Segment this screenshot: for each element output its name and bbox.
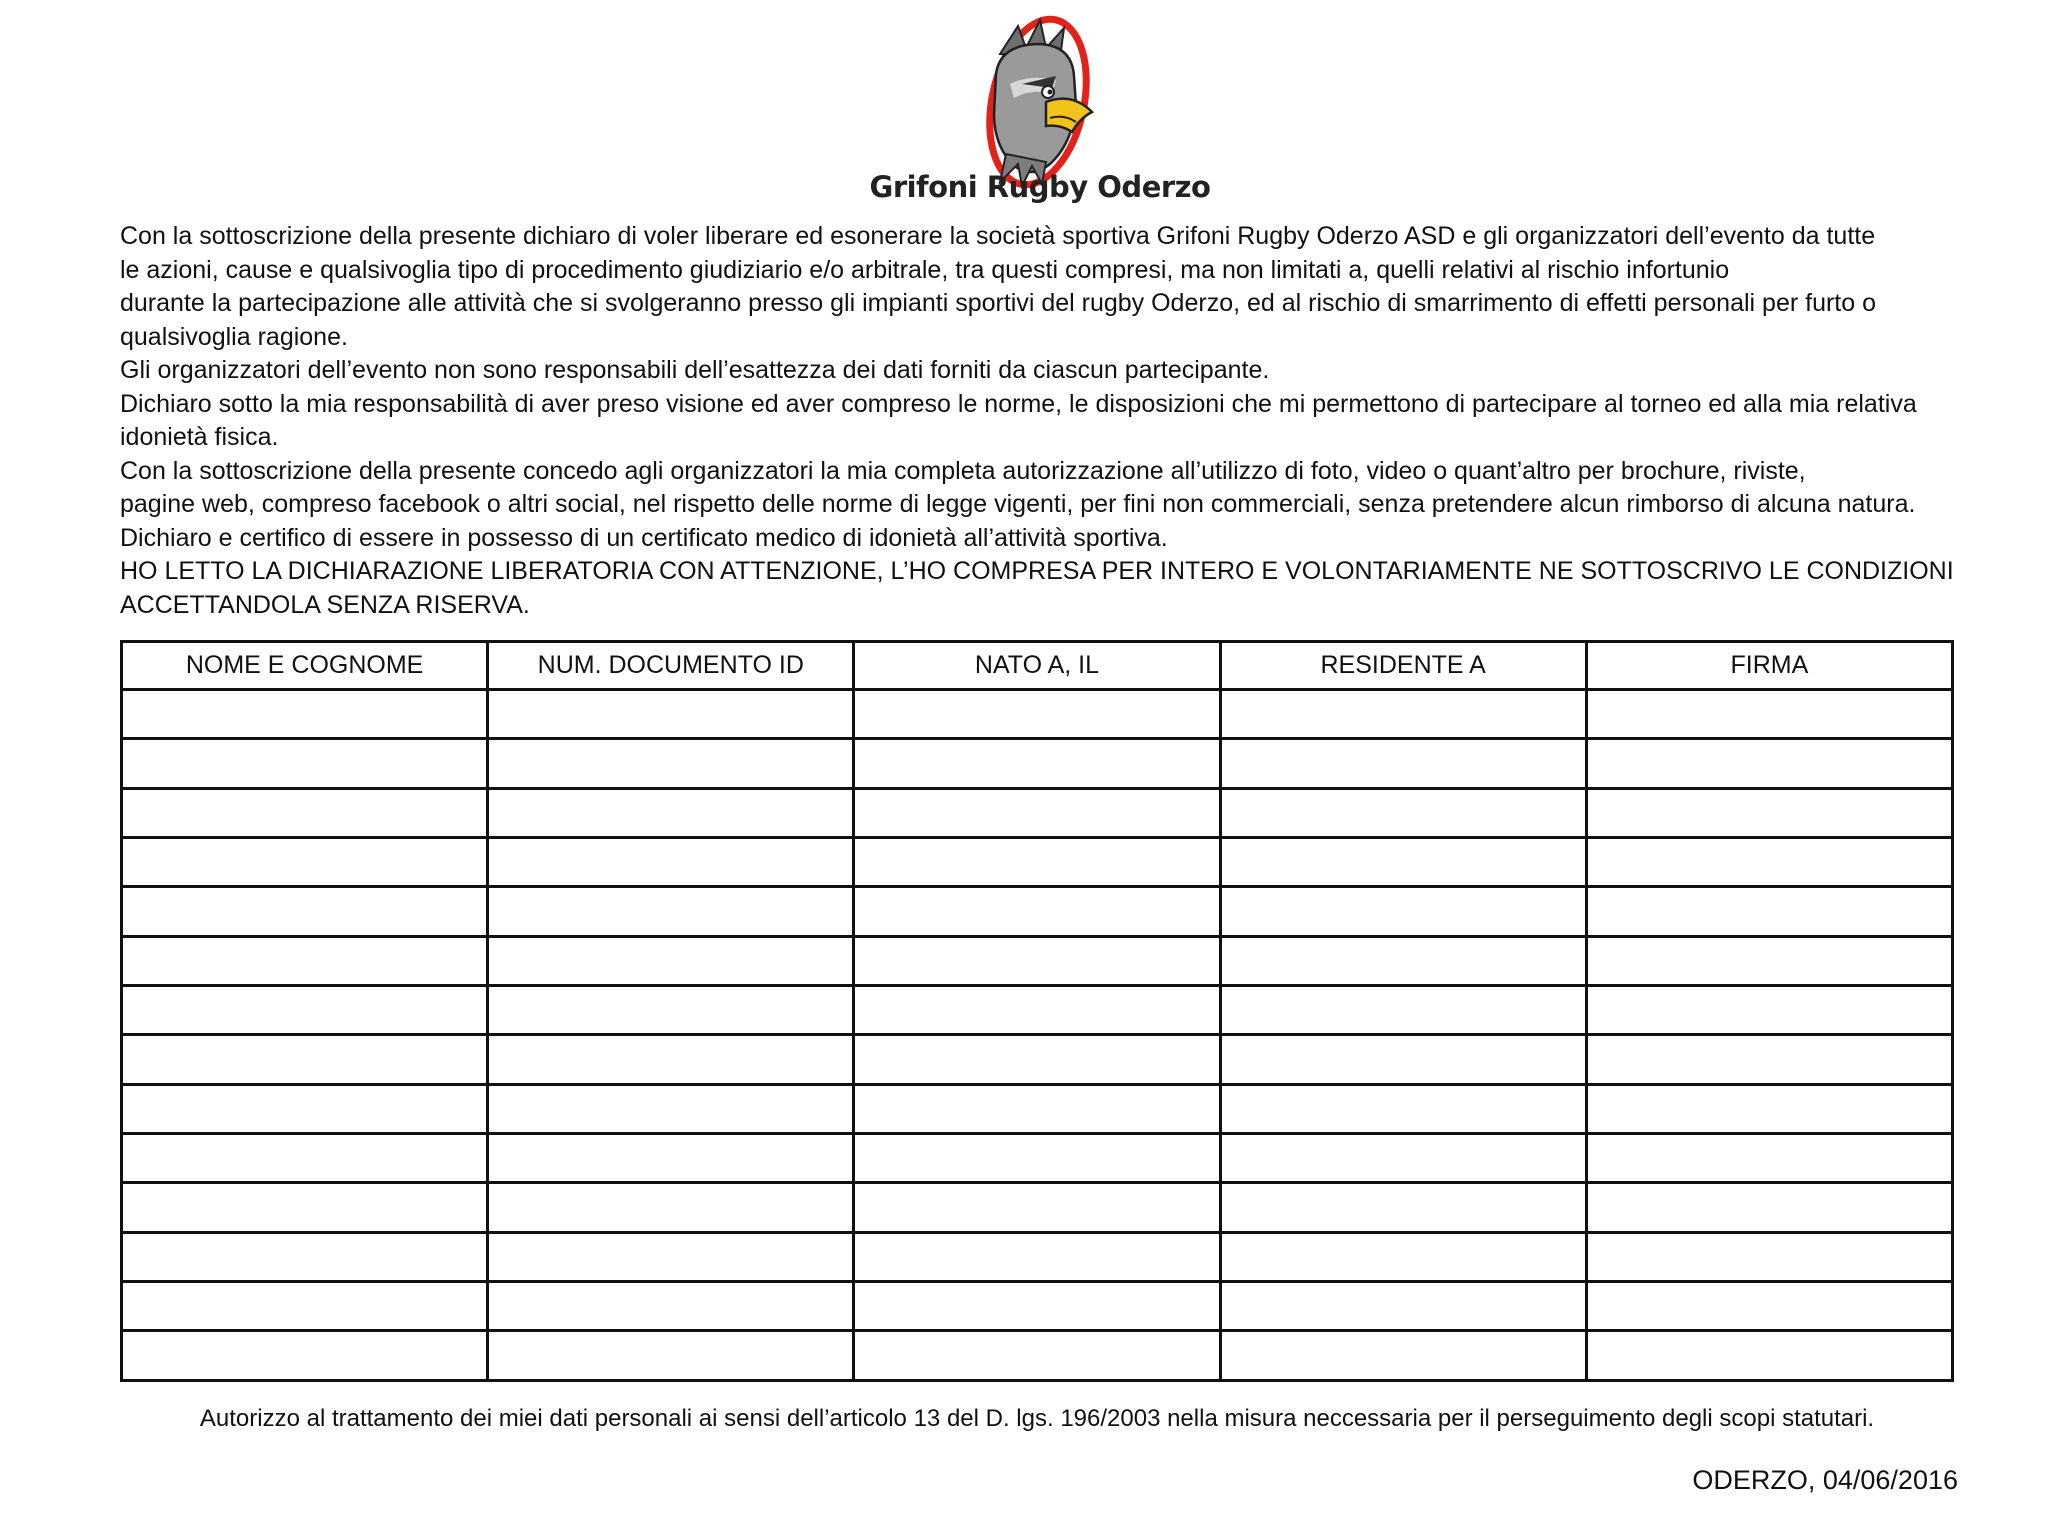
- table-cell[interactable]: [854, 936, 1220, 985]
- declaration-line: Dichiaro sotto la mia responsabilità di aver preso visione ed aver compreso le norme, le disposizioni che mi permettono di partecipare al torneo ed alla mia relativa: [120, 389, 1917, 418]
- declaration-line: Con la sottoscrizione della presente concedo agli organizzatori la mia completa autorizzazione all’utilizzo di foto, video o quant’altro per brochure, riviste,: [120, 456, 1806, 485]
- table-cell[interactable]: [122, 1331, 488, 1381]
- table-row: [122, 838, 1953, 887]
- table-cell[interactable]: [1220, 887, 1586, 936]
- table-cell[interactable]: [122, 690, 488, 739]
- table-cell[interactable]: [1220, 936, 1586, 985]
- declaration-line: Gli organizzatori dell’evento non sono responsabili dell’esattezza dei dati forniti da ciascun partecipante.: [120, 356, 1270, 384]
- table-cell[interactable]: [1586, 1035, 1952, 1084]
- place-date: ODERZO, 04/06/2016: [1692, 1465, 1958, 1495]
- table-cell[interactable]: [488, 1331, 854, 1381]
- signature-table: [120, 640, 1954, 1382]
- table-cell[interactable]: [1586, 838, 1952, 887]
- declaration-line: ACCETTANDOLA SENZA RISERVA.: [120, 590, 530, 619]
- table-body: [122, 690, 1953, 1381]
- table-cell[interactable]: [1220, 838, 1586, 887]
- table-cell[interactable]: [854, 986, 1220, 1035]
- table-cell[interactable]: [122, 838, 488, 887]
- header-residente-a: RESIDENTE A: [1220, 642, 1586, 690]
- table-row: [122, 1134, 1953, 1183]
- table-cell[interactable]: [488, 1084, 854, 1133]
- header-nato-a-il: NATO A, IL: [854, 642, 1220, 690]
- table-cell[interactable]: [122, 887, 488, 936]
- declaration-line: pagine web, compreso facebook o altri social, nel rispetto delle norme di legge vigenti, per fini non commerciali, senza pretendere alcun rimborso di alcuna natura.: [120, 490, 1916, 518]
- table-row: [122, 739, 1953, 788]
- privacy-consent-text: Autorizzo al trattamento dei miei dati personali ai sensi dell’articolo 13 del D. lgs. 196/2003 nella misura neccessaria per il perseguimento degli scopi statutari.: [199, 1405, 1875, 1432]
- declaration-line: le azioni, cause e qualsivoglia tipo di procedimento giudiziario e/o arbitrale, tra questi compresi, ma non limitati a, quelli relativi al rischio infortunio: [120, 255, 1730, 284]
- table-row: [122, 690, 1953, 739]
- table-cell[interactable]: [122, 986, 488, 1035]
- griffin-rugby-ball-logo: [960, 14, 1110, 190]
- table-cell[interactable]: [1220, 739, 1586, 788]
- table-cell[interactable]: [488, 690, 854, 739]
- table-cell[interactable]: [1220, 1035, 1586, 1084]
- table-cell[interactable]: [854, 887, 1220, 936]
- table-cell[interactable]: [1586, 1183, 1952, 1232]
- table-cell[interactable]: [122, 1084, 488, 1133]
- table-cell[interactable]: [1586, 739, 1952, 788]
- table-cell[interactable]: [854, 739, 1220, 788]
- table-cell[interactable]: [488, 1183, 854, 1232]
- table-row: [122, 1282, 1953, 1331]
- table-cell[interactable]: [1220, 1084, 1586, 1133]
- table-cell[interactable]: [1586, 1282, 1952, 1331]
- table-cell[interactable]: [854, 1331, 1220, 1381]
- table-cell[interactable]: [1220, 1282, 1586, 1331]
- table-cell[interactable]: [488, 838, 854, 887]
- declaration-line: Con la sottoscrizione della presente dichiaro di voler liberare ed esonerare la società sportiva Grifoni Rugby Oderzo ASD e gli organizzatori dell’evento da tutte: [120, 222, 1876, 250]
- table-cell[interactable]: [854, 1282, 1220, 1331]
- table-cell[interactable]: [854, 1035, 1220, 1084]
- table-row: [122, 936, 1953, 985]
- declaration-line: qualsivoglia ragione.: [120, 322, 348, 351]
- table-row: [122, 1035, 1953, 1084]
- table-cell[interactable]: [488, 887, 854, 936]
- table-row: [122, 887, 1953, 936]
- table-row: [122, 986, 1953, 1035]
- table-cell[interactable]: [122, 1183, 488, 1232]
- header-nome-cognome: NOME E COGNOME: [122, 642, 488, 690]
- table-cell[interactable]: [854, 788, 1220, 837]
- table-cell[interactable]: [488, 1282, 854, 1331]
- table-cell[interactable]: [122, 1282, 488, 1331]
- header-num-documento: NUM. DOCUMENTO ID: [488, 642, 854, 690]
- table-cell[interactable]: [488, 986, 854, 1035]
- table-cell[interactable]: [488, 936, 854, 985]
- table-row: [122, 1183, 1953, 1232]
- table-cell[interactable]: [1220, 1331, 1586, 1381]
- declaration-text: [120, 220, 2020, 622]
- table-cell[interactable]: [122, 1232, 488, 1281]
- table-row: [122, 788, 1953, 837]
- table-cell[interactable]: [854, 1232, 1220, 1281]
- table-cell[interactable]: [122, 936, 488, 985]
- table-cell[interactable]: [1220, 986, 1586, 1035]
- table-cell[interactable]: [1586, 1084, 1952, 1133]
- table-cell[interactable]: [1220, 1232, 1586, 1281]
- table-cell[interactable]: [122, 1035, 488, 1084]
- table-cell[interactable]: [854, 838, 1220, 887]
- table-cell[interactable]: [1586, 690, 1952, 739]
- table-row: [122, 1331, 1953, 1381]
- table-cell[interactable]: [1586, 788, 1952, 837]
- table-cell[interactable]: [122, 1134, 488, 1183]
- declaration-line: durante la partecipazione alle attività che si svolgeranno presso gli impianti sportivi del rugby Oderzo, ed al rischio di smarrimento di effetti personali per furto o: [120, 289, 1876, 317]
- table-cell[interactable]: [488, 1035, 854, 1084]
- table-cell[interactable]: [1220, 1134, 1586, 1183]
- table-cell[interactable]: [488, 1134, 854, 1183]
- declaration-line: Dichiaro e certifico di essere in possesso di un certificato medico di idonietà all’attività sportiva.: [120, 523, 1168, 552]
- table-cell[interactable]: [122, 788, 488, 837]
- declaration-line: idonietà fisica.: [120, 423, 279, 451]
- table-cell[interactable]: [488, 788, 854, 837]
- table-cell[interactable]: [1220, 690, 1586, 739]
- table-cell[interactable]: [854, 690, 1220, 739]
- table-row: [122, 1084, 1953, 1133]
- table-cell[interactable]: [854, 1084, 1220, 1133]
- table-cell[interactable]: [854, 1183, 1220, 1232]
- table-cell[interactable]: [488, 1232, 854, 1281]
- table-cell[interactable]: [488, 739, 854, 788]
- table-header-row: [122, 642, 1953, 690]
- table-cell[interactable]: [1586, 1134, 1952, 1183]
- declaration-line: HO LETTO LA DICHIARAZIONE LIBERATORIA CON ATTENZIONE, L’HO COMPRESA PER INTERO E VOLONTARIAMENTE NE SOTTOSCRIVO LE CONDIZIONI: [120, 557, 1954, 585]
- table-cell[interactable]: [1586, 986, 1952, 1035]
- table-cell[interactable]: [1586, 887, 1952, 936]
- table-cell[interactable]: [1220, 1183, 1586, 1232]
- table-cell[interactable]: [1586, 1232, 1952, 1281]
- table-cell[interactable]: [1220, 788, 1586, 837]
- table-cell[interactable]: [854, 1134, 1220, 1183]
- table-row: [122, 1232, 1953, 1281]
- header-firma: FIRMA: [1586, 642, 1952, 690]
- table-cell[interactable]: [122, 739, 488, 788]
- table-cell[interactable]: [1586, 1331, 1952, 1381]
- table-cell[interactable]: [1586, 936, 1952, 985]
- brand-name: Grifoni Rugby Oderzo: [869, 170, 1211, 204]
